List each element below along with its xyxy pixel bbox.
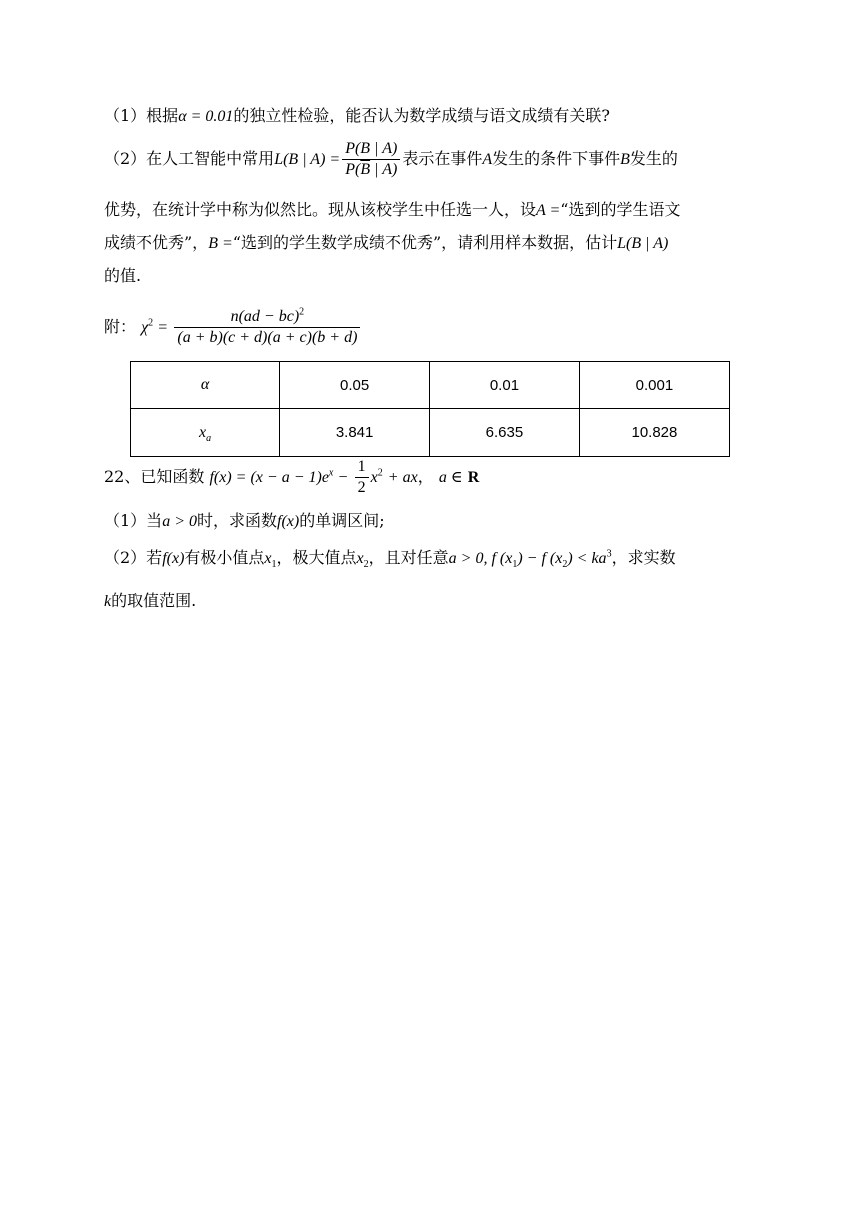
q22-part2-text-e: ，求实数 <box>611 548 676 567</box>
table-row-alpha <box>131 362 730 409</box>
alpha-cell: 0.05 <box>280 362 430 409</box>
event-a: A <box>482 151 493 168</box>
q21-part1 <box>104 104 610 129</box>
q21-part2-text-a: （2）在人工智能中常用 <box>104 149 275 168</box>
chi-fraction <box>174 307 360 348</box>
half-den: 2 <box>355 477 369 498</box>
q22-part2-line2-text: 的取值范围. <box>111 591 197 610</box>
likelihood-expr: L(B | A) <box>617 235 669 252</box>
q21-part2-text-b: 表示在事件 <box>402 149 483 168</box>
q21-part2-line2-end: “选到的学生语文 <box>560 200 681 219</box>
q22-comma: ， <box>417 467 434 486</box>
half-fraction <box>355 457 369 498</box>
q21-part2-line2-text: 优势，在统计学中称为似然比。现从该校学生中任选一人，设 <box>104 200 537 219</box>
q21-part2-line3 <box>104 231 668 256</box>
inequality-b: ) − f (x <box>517 550 563 567</box>
b-bar: $\overline{B}$ <box>360 161 371 178</box>
x-symbol: x <box>199 423 207 441</box>
q22-part1-text-c: 的单调区间; <box>299 511 385 530</box>
f-of-x: f(x) <box>162 550 185 567</box>
x-sup: 2 <box>377 467 383 479</box>
likelihood-numerator: P(B | A) <box>345 140 398 157</box>
f-tail: + ax <box>387 469 418 486</box>
likelihood-fraction <box>342 139 400 180</box>
q22-part1-text-a: （1）当 <box>104 511 163 530</box>
chi-num-sup: 2 <box>299 306 305 318</box>
table-row-critical <box>131 409 730 457</box>
x-sub: a <box>206 432 212 444</box>
chi-denominator: (a + b)(c + d)(a + c)(b + d) <box>174 327 360 348</box>
q21-part2-line3-b: “选到的学生数学成绩不优秀”，请利用样本数据，估计 <box>232 233 618 252</box>
likelihood-lhs: L(B | A) = <box>274 151 341 168</box>
critical-value-table <box>130 361 730 457</box>
alpha-condition: α = 0.01 <box>178 108 234 125</box>
x-term: x <box>370 469 378 486</box>
likelihood-denominator <box>342 159 400 180</box>
inequality-sub2: 2 <box>562 559 568 571</box>
q21-part2-line3-a: 成绩不优秀”， <box>104 233 209 252</box>
half-num: 1 <box>357 458 366 475</box>
q22-part2-text-a: （2）若 <box>104 548 163 567</box>
critical-cell: 6.635 <box>430 409 580 457</box>
q22-statement <box>104 455 479 500</box>
q22-part2-line2 <box>104 589 196 614</box>
q21-part2-line2 <box>104 198 680 223</box>
inequality-c: ) < ka <box>567 550 607 567</box>
x2-sub: 2 <box>363 559 369 571</box>
event-b-def: B = <box>208 235 233 252</box>
x1: x <box>264 550 272 567</box>
chi-numerator <box>174 307 360 327</box>
f-of-x: f(x) <box>277 513 300 530</box>
q22-part1-text-b: 时，求函数 <box>196 511 277 530</box>
q22-intro: 22、已知函数 <box>104 467 205 486</box>
a-in: a ∈ <box>438 469 463 486</box>
q22-part2-text-b: 有极小值点 <box>184 548 265 567</box>
event-a-def: A = <box>536 202 561 219</box>
den-rest: | A) <box>370 161 398 178</box>
q22-part2-text-c: ，极大值点 <box>276 548 357 567</box>
q21-part2-line1 <box>104 137 678 182</box>
alpha-cell: 0.001 <box>579 362 729 409</box>
chi-sup: 2 <box>148 317 154 329</box>
inequality-a: a > 0, f (x <box>448 550 513 567</box>
inequality-sup: 3 <box>606 548 612 560</box>
appendix-formula <box>104 305 362 350</box>
q22-part2-line1 <box>104 546 676 571</box>
q21-part1-text-a: （1）根据 <box>104 106 179 125</box>
appendix-label: 附： <box>104 317 137 336</box>
alpha-cell: 0.01 <box>430 362 580 409</box>
critical-cell: 10.828 <box>579 409 729 457</box>
q21-part2-line4-text: 的值. <box>104 266 142 285</box>
chi-symbol: χ <box>141 319 149 336</box>
q22-part2-text-d: ，且对任意 <box>368 548 449 567</box>
den-p: P( <box>345 161 361 178</box>
x1-sub: 1 <box>271 559 277 571</box>
chi-eq: = <box>158 319 168 336</box>
event-b: B <box>620 151 630 168</box>
f-definition: f(x) = (x − a − 1)e <box>209 469 329 486</box>
chi-num-text: n(ad − bc) <box>230 308 300 325</box>
q22-part1 <box>104 509 385 534</box>
critical-cell: 3.841 <box>280 409 430 457</box>
minus-sign: − <box>338 469 348 486</box>
q21-part2-line4 <box>104 264 141 288</box>
inequality-sub1: 1 <box>512 559 518 571</box>
q21-part1-text-b: 的独立性检验，能否认为数学成绩与语文成绩有关联? <box>233 106 610 125</box>
alpha-header-cell: α <box>131 362 280 409</box>
k-var: k <box>104 593 112 610</box>
a-positive: a > 0 <box>162 513 197 530</box>
reals-symbol: R <box>467 469 480 486</box>
x2: x <box>356 550 364 567</box>
critical-header-cell <box>131 409 280 457</box>
q21-part2-text-d: 发生的 <box>629 149 678 168</box>
e-exponent: x <box>328 467 334 479</box>
q21-part2-text-c: 发生的条件下事件 <box>492 149 621 168</box>
